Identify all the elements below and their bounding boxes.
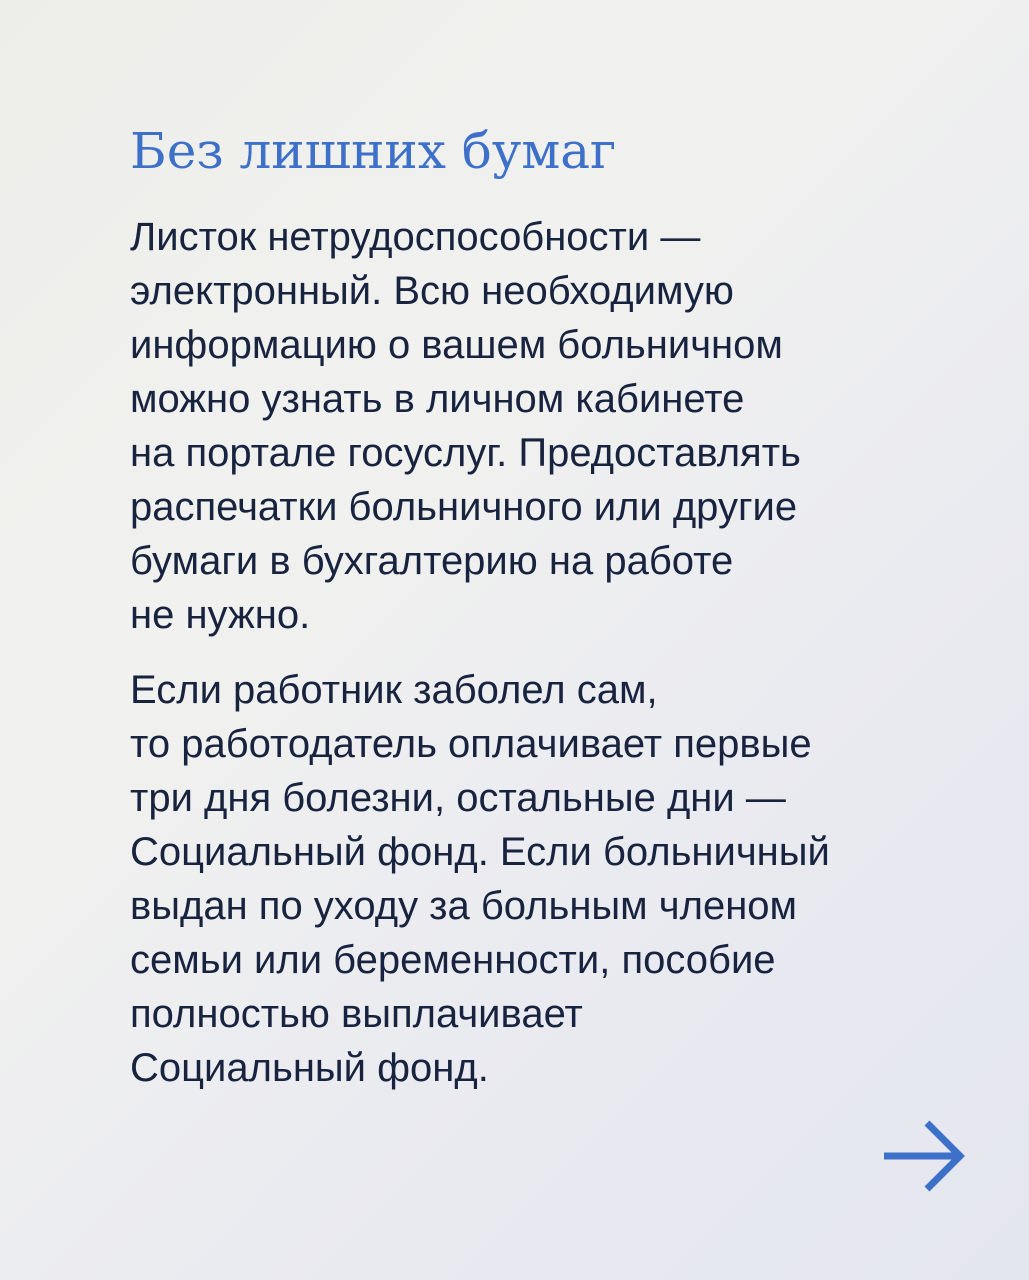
text-line: можно узнать в личном кабинете <box>130 377 745 421</box>
slide-title: Без лишних бумаг <box>130 122 617 180</box>
text-line: электронный. Всю необходимую <box>130 269 734 313</box>
text-line: Социальный фонд. Если больничный <box>130 830 830 874</box>
text-line: семьи или беременности, пособие <box>130 938 776 982</box>
text-line: распечатки больничного или другие <box>130 485 798 529</box>
text-line: Социальный фонд. <box>130 1046 489 1090</box>
text-line: выдан по уходу за больным членом <box>130 884 798 928</box>
text-line: на портале госуслуг. Предоставлять <box>130 431 801 475</box>
text-line: не нужно. <box>130 593 311 637</box>
text-line: Листок нетрудоспособности — <box>130 215 701 259</box>
paragraph-paperless <box>130 210 930 642</box>
text-line: Если работник заболел сам, <box>130 668 658 712</box>
arrow-right-icon[interactable] <box>880 1118 970 1194</box>
text-line: информацию о вашем больничном <box>130 323 783 367</box>
text-line: бумаги в бухгалтерию на работе <box>130 539 734 583</box>
text-line: три дня болезни, остальные дни — <box>130 776 786 820</box>
text-line: то работодатель оплачивает первые <box>130 722 812 766</box>
paragraph-payment <box>130 663 930 1095</box>
text-line: полностью выплачивает <box>130 992 583 1036</box>
